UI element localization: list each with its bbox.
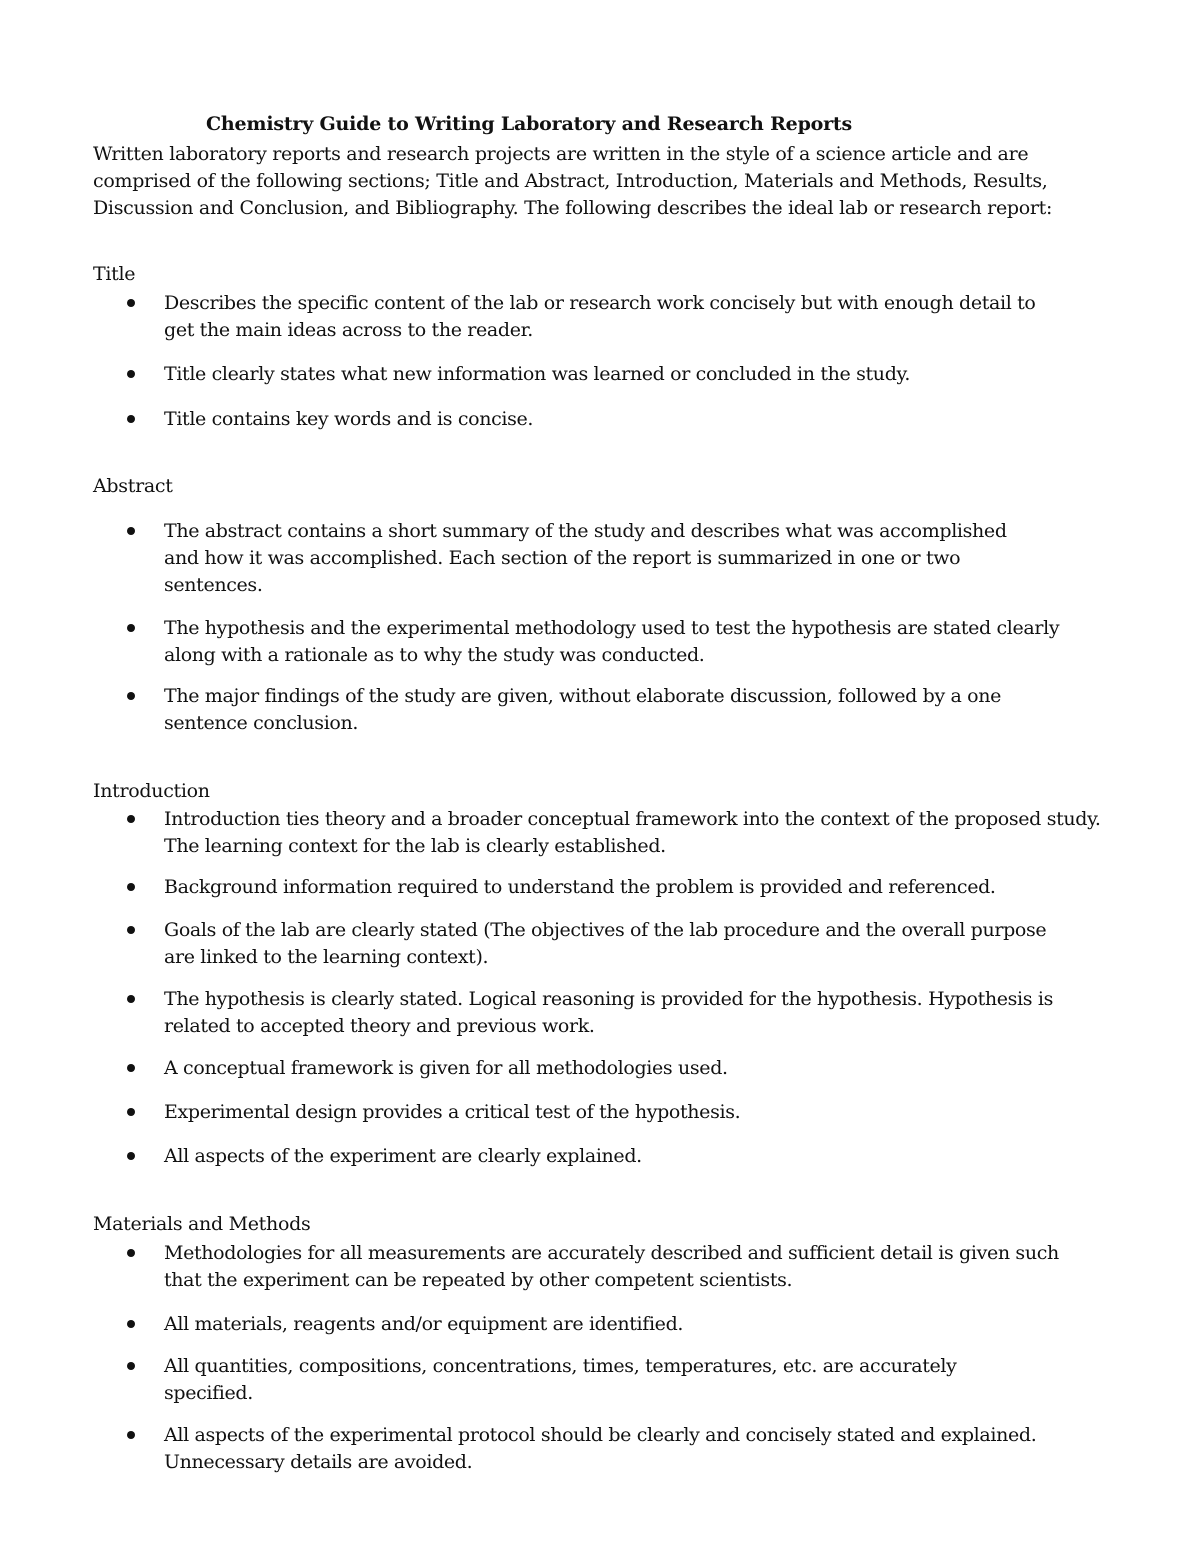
bullet-text: All aspects of the experimental protocol should be clearly and concisely stated and explained. Unnecessary details are avoided.: [164, 1424, 1037, 1473]
bullet-text: Title contains key words and is concise.: [164, 408, 534, 430]
bullet-text: Introduction ties theory and a broader conceptual framework into the context of the proposed study. The learning context for the lab is clearly established.: [164, 808, 1101, 857]
bullet-icon: [127, 370, 135, 378]
bullet-text: A conceptual framework is given for all methodologies used.: [164, 1057, 728, 1079]
bullet-icon: [127, 624, 135, 632]
bullet-text: All quantities, compositions, concentrations, times, temperatures, etc. are accurately specified.: [164, 1355, 957, 1404]
bullet-icon: [127, 1320, 135, 1328]
bullet-icon: [127, 527, 135, 535]
bullet-icon: [127, 415, 135, 423]
bullet-icon: [127, 1431, 135, 1439]
section-heading-introduction: Introduction: [93, 780, 210, 802]
bullet-icon: [127, 926, 135, 934]
bullet-icon: [127, 692, 135, 700]
intro-line: comprised of the following sections; Title and Abstract, Introduction, Materials and Methods, Results,: [93, 170, 1048, 192]
bullet-text: The hypothesis is clearly stated. Logical reasoning is provided for the hypothesis. Hypothesis is related to accepted theory and previous work.: [164, 988, 1053, 1037]
intro-paragraph: [93, 141, 1093, 222]
bullet-icon: [127, 1249, 135, 1257]
intro-line: Written laboratory reports and research projects are written in the style of a science article and are: [93, 143, 1029, 165]
bullet-text: Experimental design provides a critical test of the hypothesis.: [164, 1101, 741, 1123]
bullet-icon: [127, 1152, 135, 1160]
bullet-text: The hypothesis and the experimental methodology used to test the hypothesis are stated clearly along with a rationale as to why the study was conducted.: [164, 617, 1060, 666]
bullet-text: Goals of the lab are clearly stated (The objectives of the lab procedure and the overall purpose are linked to the learning context).: [164, 919, 1047, 968]
intro-line: Discussion and Conclusion, and Bibliography. The following describes the ideal lab or research report:: [93, 197, 1053, 219]
bullet-text: The major findings of the study are given, without elaborate discussion, followed by a one sentence conclusion.: [164, 685, 1002, 734]
bullet-icon: [127, 299, 135, 307]
bullet-icon: [127, 883, 135, 891]
section-heading-materials-methods: Materials and Methods: [93, 1213, 311, 1235]
document-title: Chemistry Guide to Writing Laboratory and Research Reports: [206, 113, 853, 135]
bullet-text: Methodologies for all measurements are accurately described and sufficient detail is given such that the experiment can be repeated by other competent scientists.: [164, 1242, 1059, 1291]
section-heading-abstract: Abstract: [93, 475, 173, 497]
bullet-icon: [127, 815, 135, 823]
bullet-text: The abstract contains a short summary of the study and describes what was accomplished and how it was accomplished. Each section of the report is summarized in one or two sentences.: [164, 520, 1007, 596]
bullet-text: Describes the specific content of the lab or research work concisely but with enough detail to get the main ideas across to the reader.: [164, 292, 1036, 341]
bullet-text: Background information required to understand the problem is provided and referenced.: [164, 876, 996, 898]
section-heading-title: Title: [93, 263, 136, 285]
bullet-text: All aspects of the experiment are clearly explained.: [164, 1145, 642, 1167]
bullet-text: All materials, reagents and/or equipment are identified.: [164, 1313, 684, 1335]
bullet-icon: [127, 1362, 135, 1370]
bullet-icon: [127, 995, 135, 1003]
bullet-text: Title clearly states what new information was learned or concluded in the study.: [164, 363, 911, 385]
bullet-icon: [127, 1064, 135, 1072]
bullet-icon: [127, 1108, 135, 1116]
